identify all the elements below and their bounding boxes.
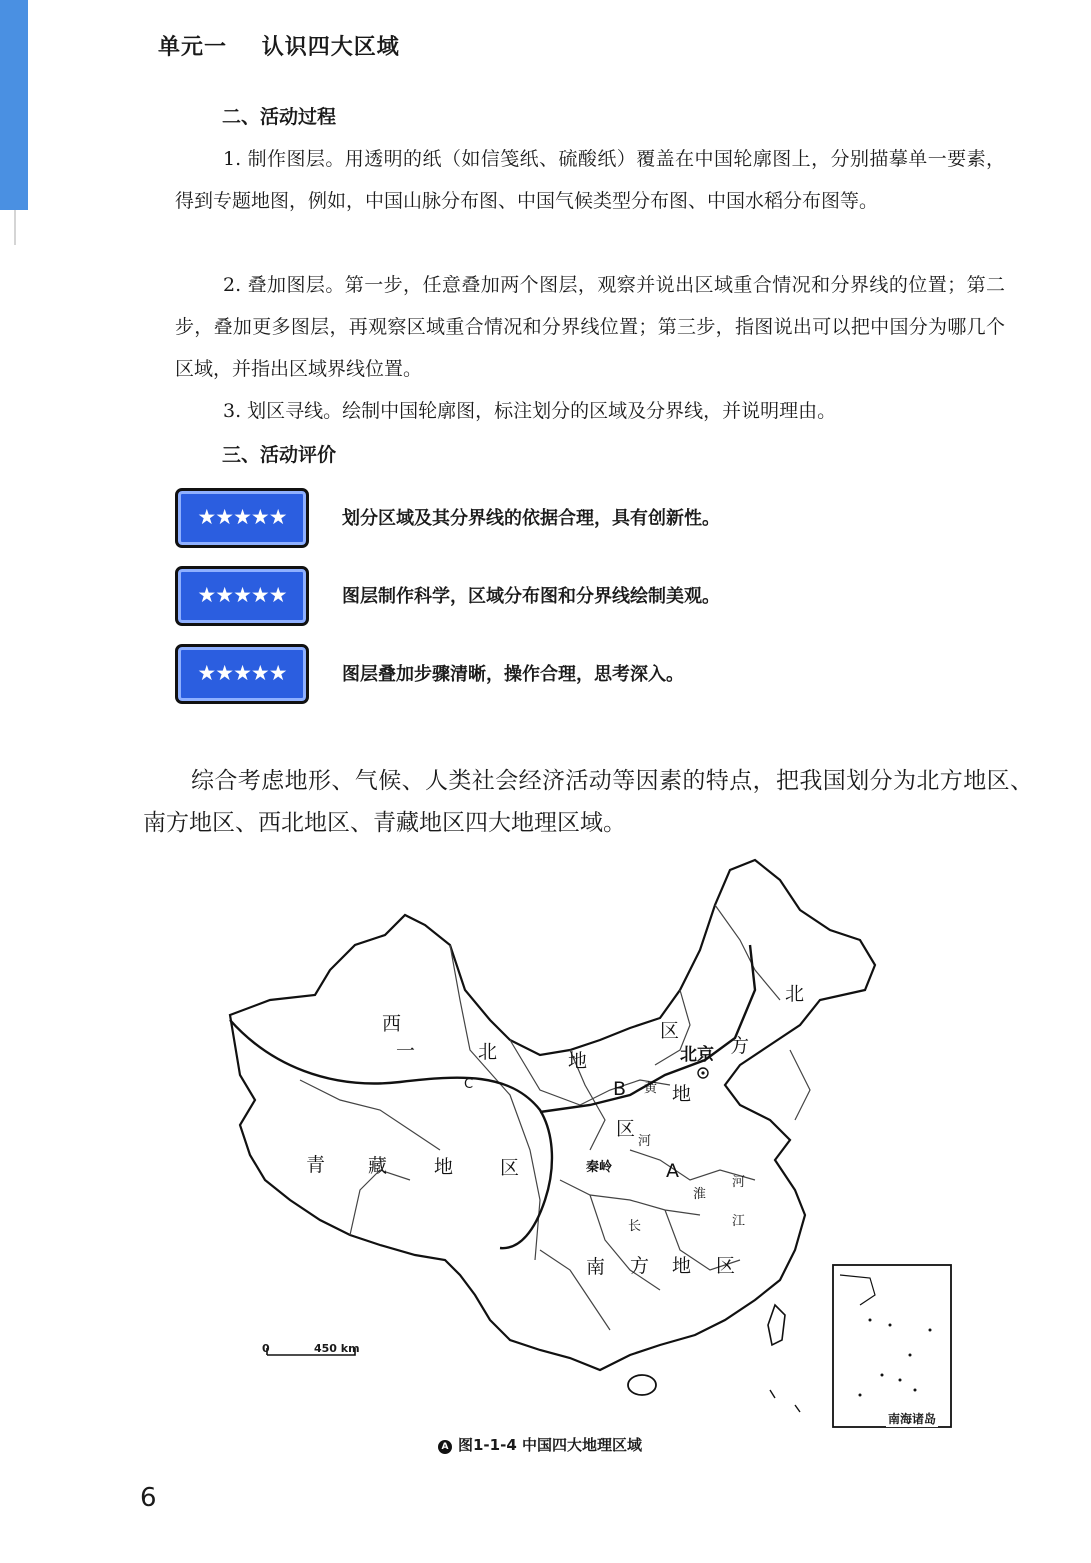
map-label: 黄 [644, 1081, 658, 1096]
unit-header [158, 30, 400, 61]
evaluation-item [175, 644, 1035, 704]
map-label: 地 [672, 1083, 692, 1105]
star-icon: ★★★★★ [197, 583, 287, 607]
process-title: 二、活动过程 [222, 106, 337, 128]
evaluation-item [175, 566, 1035, 626]
map-label: 南 [586, 1256, 606, 1278]
summary-paragraph: 综合考虑地形、气候、人类社会经济活动等因素的特点，把我国划分为北方地区、南方地区、西北地区、青藏地区四大地理区域。 [143, 768, 1033, 836]
star-icon: ★★★★★ [197, 505, 287, 529]
star-rating-badge [175, 644, 309, 704]
map-marker: B [613, 1078, 627, 1100]
unit-title: 认识四大区域 [261, 35, 400, 60]
map-label: 藏 [368, 1155, 388, 1177]
map-label: 地 [568, 1050, 588, 1072]
evaluation-title: 三、活动评价 [222, 444, 337, 466]
star-rating-badge [175, 488, 309, 548]
map-marker: C [464, 1077, 474, 1092]
star-rating-badge [175, 566, 309, 626]
map-label: 秦岭 [586, 1160, 613, 1175]
map-label: 西 [382, 1013, 402, 1035]
china-regions-map [210, 850, 980, 1440]
map-marker: A [666, 1160, 679, 1182]
map-label: 淮 [693, 1187, 707, 1202]
unit-number: 单元一 [158, 35, 228, 60]
evaluation-text: 图层制作科学，区域分布图和分界线绘制美观。 [342, 586, 720, 607]
map-label: 河 [732, 1175, 746, 1190]
map-label: 北 [785, 983, 805, 1005]
scale-zero: 0 [262, 1342, 270, 1355]
map-label: 一 [396, 1040, 416, 1062]
map-label: 青 [306, 1154, 326, 1176]
star-icon: ★★★★★ [197, 661, 287, 685]
map-label: 区 [660, 1020, 680, 1042]
map-label: 北 [478, 1041, 498, 1063]
process-step-2: 2. 叠加图层。第一步，任意叠加两个图层，观察并说出区域重合情况和分界线的位置；第二步，叠加更多图层，再观察区域重合情况和分界线位置；第三步，指图说出可以把中国分为哪几个区域，并指出区域界线位置。 [175, 274, 1005, 380]
caption-icon: A [438, 1440, 452, 1454]
evaluation-text: 划分区域及其分界线的依据合理，具有创新性。 [342, 508, 720, 529]
inset-label: 南海诸岛 [888, 1412, 937, 1426]
edge-color-bar [0, 0, 28, 210]
map-label: 江 [732, 1214, 746, 1229]
evaluation-item [175, 488, 1035, 548]
map-label: 河 [638, 1134, 652, 1149]
map-label: 地 [672, 1255, 692, 1277]
scale-label: 450 km [314, 1342, 360, 1355]
map-label-beijing: 北京 [680, 1045, 714, 1065]
map-label: 区 [500, 1157, 520, 1179]
map-label: 方 [730, 1035, 750, 1057]
map-label: 区 [716, 1255, 736, 1277]
caption-text: 图1-1-4 中国四大地理区域 [458, 1436, 642, 1454]
map-label: 方 [630, 1255, 650, 1277]
evaluation-text: 图层叠加步骤清晰，操作合理，思考深入。 [342, 664, 684, 685]
edge-line [14, 210, 16, 245]
map-label: 区 [616, 1118, 636, 1140]
map-label: 地 [434, 1156, 454, 1178]
process-step-1: 1. 制作图层。用透明的纸（如信笺纸、硫酸纸）覆盖在中国轮廓图上，分别描摹单一要素，得到专题地图，例如，中国山脉分布图、中国气候类型分布图、中国水稻分布图等。 [175, 148, 1005, 212]
figure-caption [438, 1434, 642, 1455]
map-label: 长 [628, 1219, 642, 1234]
page-number: 6 [140, 1483, 157, 1513]
process-step-3: 3. 划区寻线。绘制中国轮廓图，标注划分的区域及分界线，并说明理由。 [223, 400, 837, 422]
